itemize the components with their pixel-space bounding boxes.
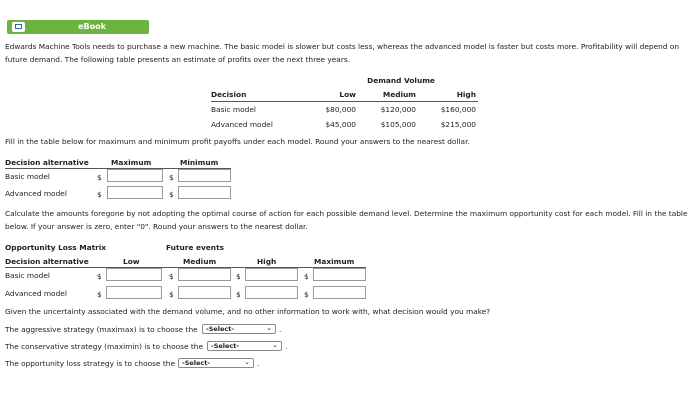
demand-row-label: Advanced model (211, 120, 273, 129)
opp-row-label: Advanced model (5, 289, 67, 298)
opp-row-label: Basic model (5, 271, 50, 280)
period: . (279, 325, 282, 334)
maximum-header: Maximum (111, 158, 152, 167)
maximax-text: The aggressive strategy (maximax) is to choose the (5, 325, 198, 334)
advanced-max-input[interactable] (107, 186, 163, 199)
basic-min-input[interactable] (178, 169, 231, 182)
basic-max-input[interactable] (107, 169, 163, 182)
dollar-sign: $ (304, 272, 309, 281)
medium-header: Medium (382, 90, 416, 99)
select-value: -Select- (211, 342, 240, 350)
decision-alternative-header: Decision alternative (5, 158, 89, 167)
instruction-opportunity: Calculate the amounts foregone by not adopting the optimal course of action for each possible demand level. Determine the maximum opportunity cost for each model. Fill in the table below. If your answer is zero, enter "0". Round your answers to the nearest dollar. (5, 209, 688, 231)
decision-header: Decision (211, 90, 247, 99)
minimum-header: Minimum (180, 158, 219, 167)
high-header: High (456, 90, 476, 99)
demand-cell: $45,000 (325, 120, 356, 129)
opp-low-header: Low (123, 257, 140, 266)
dollar-sign: $ (236, 272, 241, 281)
dollar-sign: $ (97, 290, 102, 299)
dollar-sign: $ (97, 173, 102, 182)
maximin-select[interactable] (207, 341, 282, 351)
basic-max-loss-input[interactable] (313, 268, 366, 281)
basic-medium-loss-input[interactable] (178, 268, 231, 281)
future-events-header: Future events (166, 243, 225, 252)
demand-table-rule (211, 101, 478, 102)
demand-cell: $80,000 (325, 105, 356, 114)
demand-volume-header: Demand Volume (367, 76, 435, 85)
advanced-low-loss-input[interactable] (106, 286, 162, 299)
instruction-payoffs: Fill in the table below for maximum and minimum profit payoffs under each model. Round your answers to the nearest dollar. (5, 137, 470, 146)
demand-cell: $160,000 (440, 105, 476, 114)
select-value: -Select- (206, 325, 235, 333)
dollar-sign: $ (236, 290, 241, 299)
maximax-select[interactable] (202, 324, 276, 334)
advanced-medium-loss-input[interactable] (178, 286, 231, 299)
opportunity-loss-select[interactable] (178, 358, 254, 368)
low-header: Low (339, 90, 356, 99)
dollar-sign: $ (169, 190, 174, 199)
dollar-sign: $ (97, 272, 102, 281)
chevron-down-icon: ⌄ (244, 358, 250, 366)
advanced-high-loss-input[interactable] (245, 286, 298, 299)
demand-cell: $215,000 (440, 120, 476, 129)
demand-row-label: Basic model (211, 105, 256, 114)
chevron-down-icon: ⌄ (266, 324, 272, 332)
dollar-sign: $ (97, 190, 102, 199)
chevron-down-icon: ⌄ (272, 341, 278, 349)
ebook-label: eBook (78, 22, 106, 31)
period: . (285, 342, 288, 351)
advanced-max-loss-input[interactable] (313, 286, 366, 299)
advanced-min-input[interactable] (178, 186, 231, 199)
basic-high-loss-input[interactable] (245, 268, 298, 281)
opp-high-header: High (257, 257, 277, 266)
maximin-text: The conservative strategy (maximin) is to choose the (5, 342, 203, 351)
payoff-row-label: Basic model (5, 172, 50, 181)
dollar-sign: $ (304, 290, 309, 299)
demand-cell: $120,000 (380, 105, 416, 114)
opportunity-loss-text: The opportunity loss strategy is to choose the (5, 359, 175, 368)
instruction-decision: Given the uncertainty associated with the demand volume, and no other information to work with, what decision would you make? (5, 307, 491, 316)
opportunity-matrix-title: Opportunity Loss Matrix (5, 243, 107, 252)
payoff-row-label: Advanced model (5, 189, 67, 198)
basic-low-loss-input[interactable] (106, 268, 162, 281)
decision-alternative-header: Decision alternative (5, 257, 89, 266)
period: . (257, 359, 260, 368)
select-value: -Select- (182, 359, 211, 367)
opp-maximum-header: Maximum (314, 257, 355, 266)
ebook-button[interactable] (7, 20, 149, 34)
intro-text: Edwards Machine Tools needs to purchase a new machine. The basic model is slower but costs less, whereas the advanced model is faster but costs more. Profitability will depend on future demand. The following table presents an estimate of profits over the next three years. (5, 42, 680, 64)
dollar-sign: $ (169, 272, 174, 281)
demand-cell: $105,000 (380, 120, 416, 129)
dollar-sign: $ (169, 173, 174, 182)
opp-medium-header: Medium (183, 257, 217, 266)
dollar-sign: $ (169, 290, 174, 299)
